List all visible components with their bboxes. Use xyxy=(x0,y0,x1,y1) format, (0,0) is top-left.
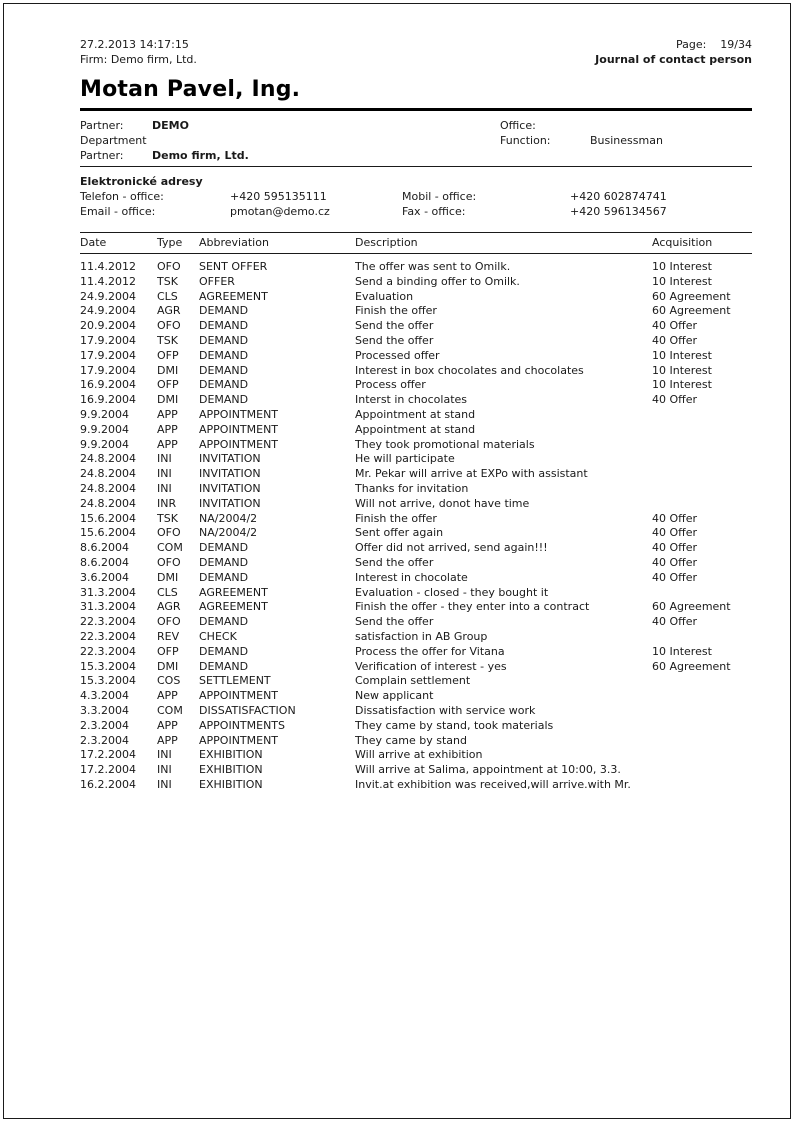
cell-description: He will participate xyxy=(355,452,455,466)
cell-date: 2.3.2004 xyxy=(80,733,129,747)
cell-description: Evaluation - closed - they bought it xyxy=(355,585,549,599)
table-row xyxy=(80,393,752,408)
cell-acquisition xyxy=(652,748,752,763)
cell-date: 15.6.2004 xyxy=(80,511,136,525)
cell-type: DMI xyxy=(157,570,179,584)
cell-abbreviation: DEMAND xyxy=(199,555,249,569)
column-header-acquisition: Acquisition xyxy=(652,236,713,249)
cell-type: INI xyxy=(157,452,172,466)
cell-type: TSK xyxy=(157,333,178,347)
cell-abbreviation: APPOINTMENT xyxy=(199,689,279,703)
mobil-office-value: +420 602874741 xyxy=(570,190,667,203)
cell-abbreviation: OFFER xyxy=(199,274,235,288)
cell-abbreviation: SETTLEMENT xyxy=(199,674,271,688)
cell-abbreviation: INVITATION xyxy=(199,467,261,481)
contacts-heading: Elektronické adresy xyxy=(80,175,203,188)
table-row xyxy=(80,763,752,778)
table-row xyxy=(80,645,752,660)
cell-type: INR xyxy=(157,496,177,510)
cell-type: OFO xyxy=(157,526,181,540)
cell-type: TSK xyxy=(157,274,178,288)
table-row xyxy=(80,304,752,319)
cell-type: AGR xyxy=(157,304,181,318)
cell-description: They came by stand xyxy=(355,733,467,747)
partner-block xyxy=(80,118,752,163)
cell-acquisition: 60 Agreement xyxy=(652,600,731,614)
table-row xyxy=(80,748,752,763)
cell-description: They took promotional materials xyxy=(355,437,535,451)
cell-date: 17.2.2004 xyxy=(80,763,136,777)
cell-date: 15.6.2004 xyxy=(80,526,136,540)
office-label: Office: xyxy=(500,119,536,132)
cell-type: OFP xyxy=(157,644,179,658)
cell-acquisition xyxy=(652,452,752,467)
cell-abbreviation: SENT OFFER xyxy=(199,260,268,273)
column-header-description: Description xyxy=(355,236,418,249)
cell-date: 2.3.2004 xyxy=(80,718,129,732)
page-indicator xyxy=(676,37,752,52)
partner2-value: Demo firm, Ltd. xyxy=(152,149,249,162)
cell-abbreviation: AGREEMENT xyxy=(199,600,268,614)
cell-abbreviation: DEMAND xyxy=(199,304,249,318)
cell-abbreviation: APPOINTMENTS xyxy=(199,718,286,732)
table-row xyxy=(80,778,752,793)
cell-acquisition: 40 Offer xyxy=(652,555,698,569)
cell-abbreviation: DEMAND xyxy=(199,615,249,629)
cell-type: CLS xyxy=(157,289,178,303)
cell-acquisition xyxy=(652,438,752,453)
cell-description: Process the offer for Vitana xyxy=(355,644,505,658)
cell-type: APP xyxy=(157,422,178,436)
cell-type: OFP xyxy=(157,348,179,362)
cell-description: Invit.at exhibition was received,will arrive.with Mr. xyxy=(355,777,631,791)
cell-description: Finish the offer - they enter into a contract xyxy=(355,600,590,614)
partner-value: DEMO xyxy=(152,119,189,132)
cell-date: 4.3.2004 xyxy=(80,689,129,703)
cell-type: COS xyxy=(157,674,181,688)
cell-description: Processed offer xyxy=(355,348,440,362)
cell-acquisition: 40 Offer xyxy=(652,541,698,555)
cell-date: 31.3.2004 xyxy=(80,600,136,614)
table-row xyxy=(80,586,752,601)
cell-acquisition xyxy=(652,467,752,482)
cell-description: Appointment at stand xyxy=(355,407,476,421)
cell-abbreviation: AGREEMENT xyxy=(199,585,268,599)
table-row xyxy=(80,674,752,689)
cell-description: Evaluation xyxy=(355,289,414,303)
table-row xyxy=(80,364,752,379)
partner2-label: Partner: xyxy=(80,149,124,162)
cell-description: Send the offer xyxy=(355,555,434,569)
cell-description: Process offer xyxy=(355,378,426,392)
table-row xyxy=(80,600,752,615)
cell-date: 24.8.2004 xyxy=(80,481,136,495)
cell-acquisition: 40 Offer xyxy=(652,511,698,525)
cell-abbreviation: DISSATISFACTION xyxy=(199,703,296,717)
cell-date: 11.4.2012 xyxy=(80,274,136,288)
cell-abbreviation: DEMAND xyxy=(199,363,249,377)
cell-acquisition xyxy=(652,689,752,704)
cell-abbreviation: INVITATION xyxy=(199,496,261,510)
cell-date: 9.9.2004 xyxy=(80,437,129,451)
cell-date: 15.3.2004 xyxy=(80,674,136,688)
cell-abbreviation: NA/2004/2 xyxy=(199,511,258,525)
column-header-type: Type xyxy=(157,236,183,249)
cell-type: OFP xyxy=(157,378,179,392)
journal-rows xyxy=(80,260,752,793)
cell-acquisition xyxy=(652,719,752,734)
cell-date: 24.8.2004 xyxy=(80,467,136,481)
cell-abbreviation: DEMAND xyxy=(199,570,249,584)
column-header-date: Date xyxy=(80,236,107,249)
report-header-line-1 xyxy=(80,37,752,52)
cell-date: 24.8.2004 xyxy=(80,452,136,466)
cell-date: 31.3.2004 xyxy=(80,585,136,599)
cell-acquisition xyxy=(652,586,752,601)
cell-abbreviation: EXHIBITION xyxy=(199,763,263,777)
cell-type: REV xyxy=(157,629,180,643)
cell-date: 24.9.2004 xyxy=(80,304,136,318)
cell-description: Finish the offer xyxy=(355,304,437,318)
cell-abbreviation: DEMAND xyxy=(199,333,249,347)
cell-type: APP xyxy=(157,733,178,747)
email-office-label: Email - office: xyxy=(80,205,156,218)
cell-description: New applicant xyxy=(355,689,434,703)
phone-office-value: +420 595135111 xyxy=(230,190,327,203)
contact-row-1 xyxy=(80,189,752,204)
cell-description: Send a binding offer to Omilk. xyxy=(355,274,520,288)
cell-description: Interst in chocolates xyxy=(355,393,468,407)
table-row xyxy=(80,734,752,749)
cell-acquisition xyxy=(652,778,752,793)
cell-date: 9.9.2004 xyxy=(80,422,129,436)
cell-description: Interest in chocolate xyxy=(355,570,468,584)
cell-description: Sent offer again xyxy=(355,526,444,540)
cell-date: 20.9.2004 xyxy=(80,319,136,333)
cell-date: 11.4.2012 xyxy=(80,260,136,273)
cell-acquisition xyxy=(652,630,752,645)
cell-abbreviation: DEMAND xyxy=(199,319,249,333)
table-row xyxy=(80,452,752,467)
cell-acquisition xyxy=(652,497,752,512)
cell-date: 24.8.2004 xyxy=(80,496,136,510)
cell-abbreviation: EXHIBITION xyxy=(199,748,263,762)
cell-date: 17.9.2004 xyxy=(80,348,136,362)
cell-date: 16.9.2004 xyxy=(80,393,136,407)
cell-type: OFO xyxy=(157,615,181,629)
cell-description: Thanks for invitation xyxy=(355,481,469,495)
cell-abbreviation: NA/2004/2 xyxy=(199,526,258,540)
cell-date: 16.9.2004 xyxy=(80,378,136,392)
cell-abbreviation: APPOINTMENT xyxy=(199,422,279,436)
divider xyxy=(80,166,752,167)
cell-acquisition: 40 Offer xyxy=(652,393,698,407)
cell-acquisition: 10 Interest xyxy=(652,644,712,658)
cell-acquisition: 60 Agreement xyxy=(652,659,731,673)
cell-acquisition xyxy=(652,734,752,749)
cell-type: AGR xyxy=(157,600,181,614)
cell-description: Will not arrive, donot have time xyxy=(355,496,530,510)
cell-description: Send the offer xyxy=(355,615,434,629)
cell-description: Mr. Pekar will arrive at EXPo with assistant xyxy=(355,467,588,481)
cell-date: 8.6.2004 xyxy=(80,541,129,555)
cell-description: Will arrive at exhibition xyxy=(355,748,483,762)
cell-type: INI xyxy=(157,777,172,791)
cell-date: 17.9.2004 xyxy=(80,363,136,377)
cell-type: DMI xyxy=(157,363,179,377)
table-row xyxy=(80,438,752,453)
table-row xyxy=(80,260,752,275)
partner-row-2 xyxy=(80,133,752,148)
spacer xyxy=(500,148,590,163)
cell-abbreviation: APPOINTMENT xyxy=(199,437,279,451)
cell-abbreviation: EXHIBITION xyxy=(199,777,263,791)
cell-type: APP xyxy=(157,407,178,421)
department-label: Department xyxy=(80,134,147,147)
fax-office-label: Fax - office: xyxy=(402,205,466,218)
partner-row-3 xyxy=(80,148,752,163)
cell-type: OFO xyxy=(157,319,181,333)
person-name-title: Motan Pavel, Ing. xyxy=(80,77,752,111)
table-row xyxy=(80,526,752,541)
cell-acquisition: 40 Offer xyxy=(652,615,698,629)
cell-abbreviation: INVITATION xyxy=(199,452,261,466)
function-value: Businessman xyxy=(590,134,663,147)
partner-label: Partner: xyxy=(80,119,124,132)
cell-description: Verification of interest - yes xyxy=(355,659,507,673)
cell-description: Dissatisfaction with service work xyxy=(355,703,536,717)
table-row xyxy=(80,467,752,482)
cell-description: Send the offer xyxy=(355,333,434,347)
cell-acquisition: 60 Agreement xyxy=(652,289,731,303)
cell-acquisition: 10 Interest xyxy=(652,260,712,273)
table-row xyxy=(80,290,752,305)
table-row xyxy=(80,408,752,423)
journal-header-row xyxy=(80,232,752,254)
cell-date: 16.2.2004 xyxy=(80,777,136,791)
table-row xyxy=(80,689,752,704)
cell-abbreviation: DEMAND xyxy=(199,644,249,658)
cell-type: DMI xyxy=(157,393,179,407)
cell-acquisition xyxy=(652,763,752,778)
cell-date: 24.9.2004 xyxy=(80,289,136,303)
cell-acquisition: 40 Offer xyxy=(652,526,698,540)
cell-description: Interest in box chocolates and chocolates xyxy=(355,363,584,377)
report-content xyxy=(4,4,790,793)
cell-abbreviation: DEMAND xyxy=(199,378,249,392)
report-header-line-2 xyxy=(80,52,752,67)
cell-description: Finish the offer xyxy=(355,511,437,525)
table-row xyxy=(80,571,752,586)
table-row xyxy=(80,615,752,630)
cell-date: 17.2.2004 xyxy=(80,748,136,762)
cell-date: 22.3.2004 xyxy=(80,615,136,629)
cell-type: TSK xyxy=(157,511,178,525)
report-title: Journal of contact person xyxy=(595,53,752,66)
table-row xyxy=(80,541,752,556)
column-header-abbreviation: Abbreviation xyxy=(199,236,269,249)
cell-date: 3.3.2004 xyxy=(80,703,129,717)
cell-type: COM xyxy=(157,541,183,555)
table-row xyxy=(80,630,752,645)
table-row xyxy=(80,497,752,512)
report-page xyxy=(3,3,791,1119)
cell-description: Send the offer xyxy=(355,319,434,333)
table-row xyxy=(80,482,752,497)
table-row xyxy=(80,556,752,571)
cell-acquisition: 40 Offer xyxy=(652,319,698,333)
cell-acquisition: 40 Offer xyxy=(652,333,698,347)
phone-office-label: Telefon - office: xyxy=(80,190,164,203)
cell-date: 15.3.2004 xyxy=(80,659,136,673)
cell-type: INI xyxy=(157,748,172,762)
cell-abbreviation: DEMAND xyxy=(199,348,249,362)
cell-acquisition: 10 Interest xyxy=(652,378,712,392)
cell-description: They came by stand, took materials xyxy=(355,718,554,732)
cell-date: 22.3.2004 xyxy=(80,629,136,643)
cell-date: 17.9.2004 xyxy=(80,333,136,347)
cell-abbreviation: APPOINTMENT xyxy=(199,733,279,747)
cell-date: 22.3.2004 xyxy=(80,644,136,658)
cell-type: DMI xyxy=(157,659,179,673)
cell-date: 8.6.2004 xyxy=(80,555,129,569)
cell-type: APP xyxy=(157,437,178,451)
table-row xyxy=(80,349,752,364)
cell-date: 9.9.2004 xyxy=(80,407,129,421)
cell-acquisition xyxy=(652,704,752,719)
cell-description: Appointment at stand xyxy=(355,422,476,436)
cell-abbreviation: INVITATION xyxy=(199,481,261,495)
table-row xyxy=(80,378,752,393)
cell-abbreviation: CHECK xyxy=(199,629,237,643)
table-row xyxy=(80,275,752,290)
cell-type: APP xyxy=(157,689,178,703)
cell-acquisition: 10 Interest xyxy=(652,274,712,288)
cell-description: Will arrive at Salima, appointment at 10:00, 3.3. xyxy=(355,763,621,777)
table-row xyxy=(80,334,752,349)
cell-abbreviation: DEMAND xyxy=(199,659,249,673)
table-row xyxy=(80,319,752,334)
table-row xyxy=(80,704,752,719)
cell-type: INI xyxy=(157,763,172,777)
cell-description: Complain settlement xyxy=(355,674,471,688)
department-value xyxy=(152,133,500,148)
table-row xyxy=(80,719,752,734)
cell-abbreviation: DEMAND xyxy=(199,541,249,555)
cell-acquisition: 10 Interest xyxy=(652,348,712,362)
cell-acquisition: 40 Offer xyxy=(652,570,698,584)
fax-office-value: +420 596134567 xyxy=(570,205,667,218)
cell-acquisition xyxy=(652,674,752,689)
cell-description: Offer did not arrived, send again!!! xyxy=(355,541,548,555)
cell-type: APP xyxy=(157,718,178,732)
cell-abbreviation: APPOINTMENT xyxy=(199,407,279,421)
function-label: Function: xyxy=(500,134,551,147)
office-value xyxy=(590,118,752,133)
cell-type: OFO xyxy=(157,260,181,273)
page-label: Page: xyxy=(675,38,707,51)
cell-description: The offer was sent to Omilk. xyxy=(355,260,511,273)
table-row xyxy=(80,512,752,527)
cell-type: CLS xyxy=(157,585,178,599)
cell-acquisition xyxy=(652,423,752,438)
partner-row-1 xyxy=(80,118,752,133)
firm-name: Firm: Demo firm, Ltd. xyxy=(80,53,197,66)
table-row xyxy=(80,660,752,675)
contact-row-2 xyxy=(80,204,752,219)
cell-acquisition xyxy=(652,482,752,497)
cell-acquisition: 60 Agreement xyxy=(652,304,731,318)
spacer xyxy=(590,148,752,163)
cell-date: 3.6.2004 xyxy=(80,570,129,584)
cell-type: OFO xyxy=(157,555,181,569)
cell-type: COM xyxy=(157,703,183,717)
cell-type: INI xyxy=(157,467,172,481)
cell-abbreviation: AGREEMENT xyxy=(199,289,268,303)
email-office-value: pmotan@demo.cz xyxy=(230,205,330,218)
cell-acquisition xyxy=(652,408,752,423)
print-datetime: 27.2.2013 14:17:15 xyxy=(80,38,189,51)
table-row xyxy=(80,423,752,438)
cell-acquisition: 10 Interest xyxy=(652,363,712,377)
page-number: 19/34 xyxy=(720,38,752,51)
cell-type: INI xyxy=(157,481,172,495)
mobil-office-label: Mobil - office: xyxy=(402,190,477,203)
cell-abbreviation: DEMAND xyxy=(199,393,249,407)
cell-description: satisfaction in AB Group xyxy=(355,629,488,643)
